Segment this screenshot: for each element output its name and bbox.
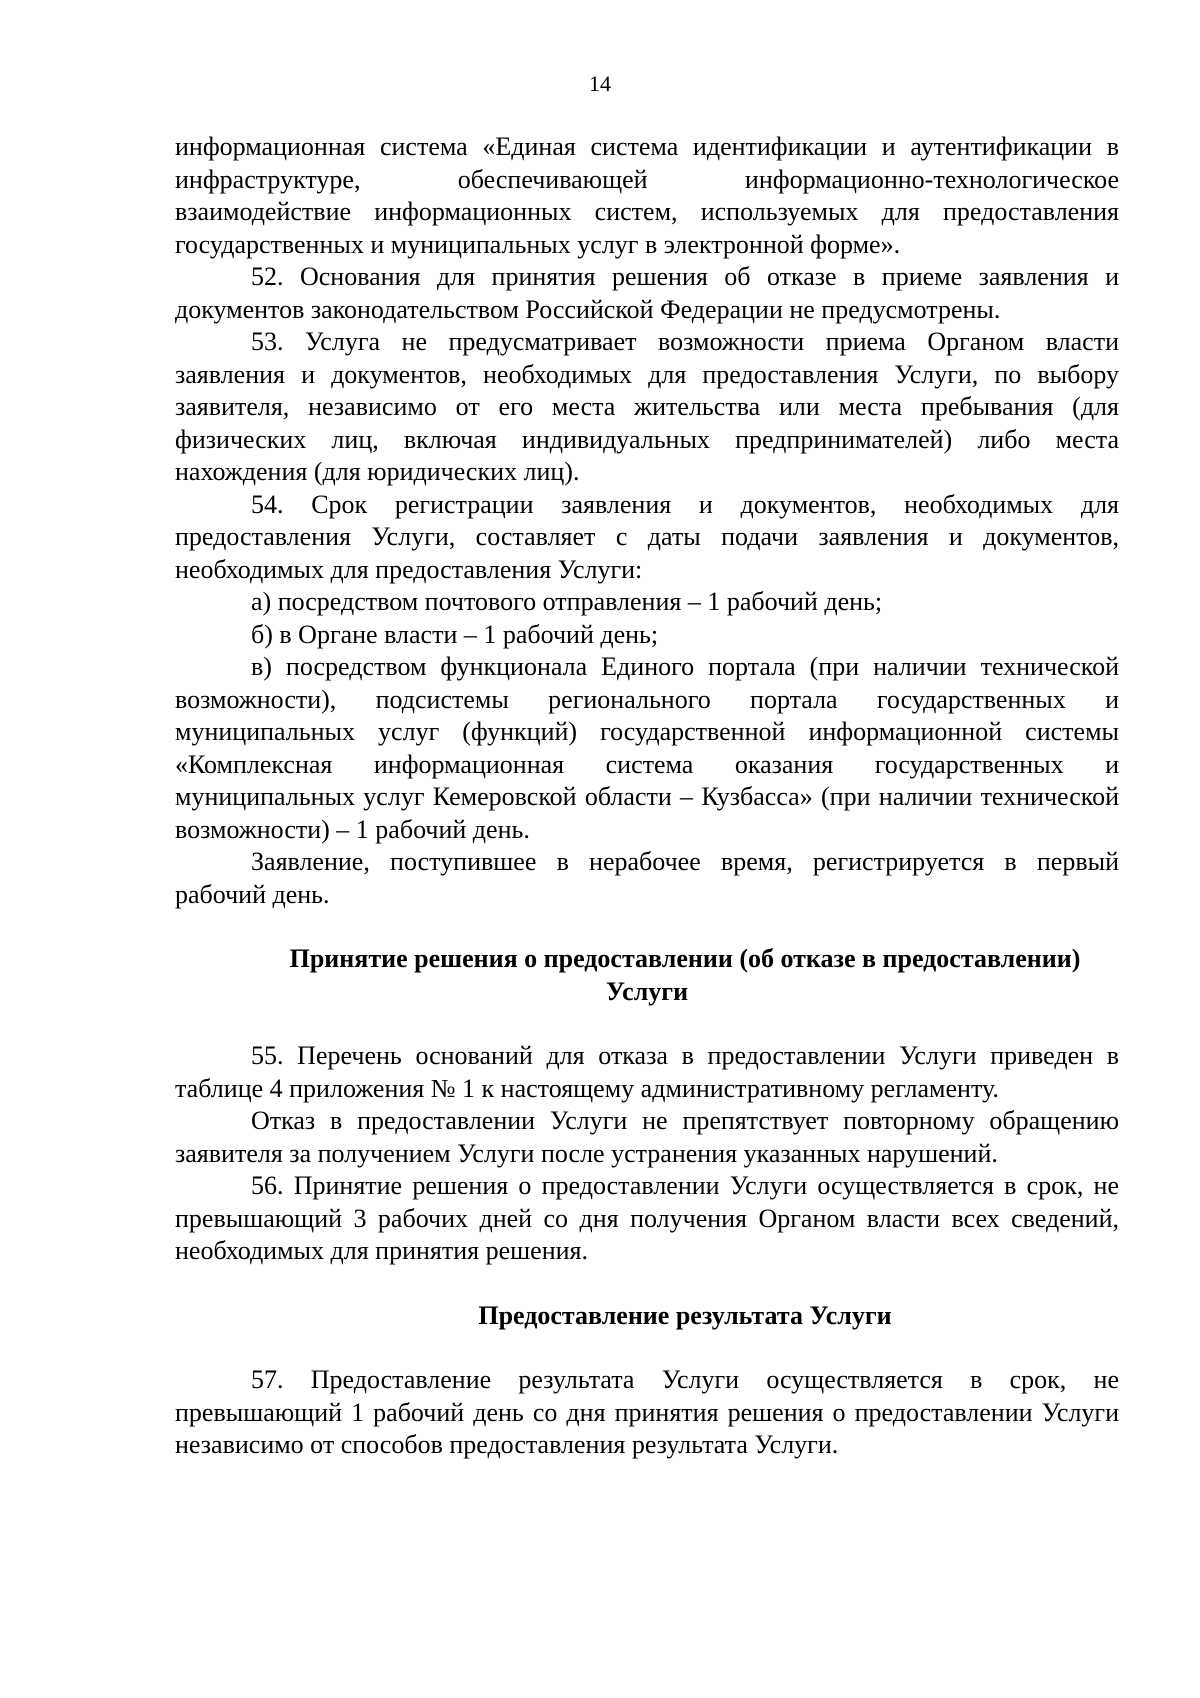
list-item-v: в) посредством функционала Единого портала (при наличии технической возможности), подсистемы регионального портала государственных и муниципальных услуг (функций) государственной информационной системы «Комплексная информационная система оказания государственных и муниципальных услуг Кемеровской области – Кузбасса» (при наличии технической возможности) – 1 рабочий день. [175, 652, 1119, 844]
paragraph-continuation: информационная система «Единая система идентификации и аутентификации в инфраструктуре, обеспечивающей информационно-технологическое взаимодействие информационных систем, используемых для предоставления государственных и муниципальных услуг в электронной форме». [175, 132, 1119, 259]
paragraph-55: 55. Перечень оснований для отказа в предоставлении Услуги приведен в таблице 4 приложения № 1 к настоящему административному регламенту. [175, 1041, 1119, 1103]
section-heading-decision-line-2: Услуги [605, 976, 689, 1006]
section-heading-decision-line-1: Принятие решения о предоставлении (об отказе в предоставлении) [289, 944, 1081, 973]
paragraph-54: 54. Срок регистрации заявления и документов, необходимых для предоставления Услуги, составляет с даты подачи заявления и документов, необходимых для предоставления Услуги: [175, 489, 1119, 584]
paragraph-registration-note: Заявление, поступившее в нерабочее время, регистрируется в первый рабочий день. [175, 847, 1119, 909]
paragraph-53: 53. Услуга не предусматривает возможности приема Органом власти заявления и документов, необходимых для предоставления Услуги, по выбору заявителя, независимо от его места жительства или места пребывания (для физических лиц, включая индивидуальных предпринимателей) либо места нахождения (для юридических лиц). [175, 327, 1119, 486]
section-heading-decision [175, 943, 1119, 1008]
list-item-b: б) в Органе власти – 1 рабочий день; [251, 619, 659, 649]
paragraph-57: 57. Предоставление результата Услуги осуществляется в срок, не превышающий 1 рабочий день со дня принятия решения о предоставлении Услуги независимо от способов предоставления результата Услуги. [175, 1365, 1119, 1459]
page-number: 14 [589, 71, 611, 96]
section-heading-result-line-1: Предоставление результата Услуги [478, 1300, 892, 1330]
paragraph-56: 56. Принятие решения о предоставлении Услуги осуществляется в срок, не превышающий 3 рабочих дней со дня получения Органом власти всех сведений, необходимых для принятия решения. [175, 1171, 1119, 1265]
section-heading-result [175, 1300, 1119, 1333]
document-body [175, 131, 1119, 1462]
paragraph-refusal-note: Отказ в предоставлении Услуги не препятствует повторному обращению заявителя за получением Услуги после устранения указанных нарушений. [175, 1106, 1119, 1168]
list-item-a: а) посредством почтового отправления – 1 рабочий день; [251, 587, 883, 616]
paragraph-52: 52. Основания для принятия решения об отказе в приеме заявления и документов законодательством Российской Федерации не предусмотрены. [175, 262, 1119, 324]
